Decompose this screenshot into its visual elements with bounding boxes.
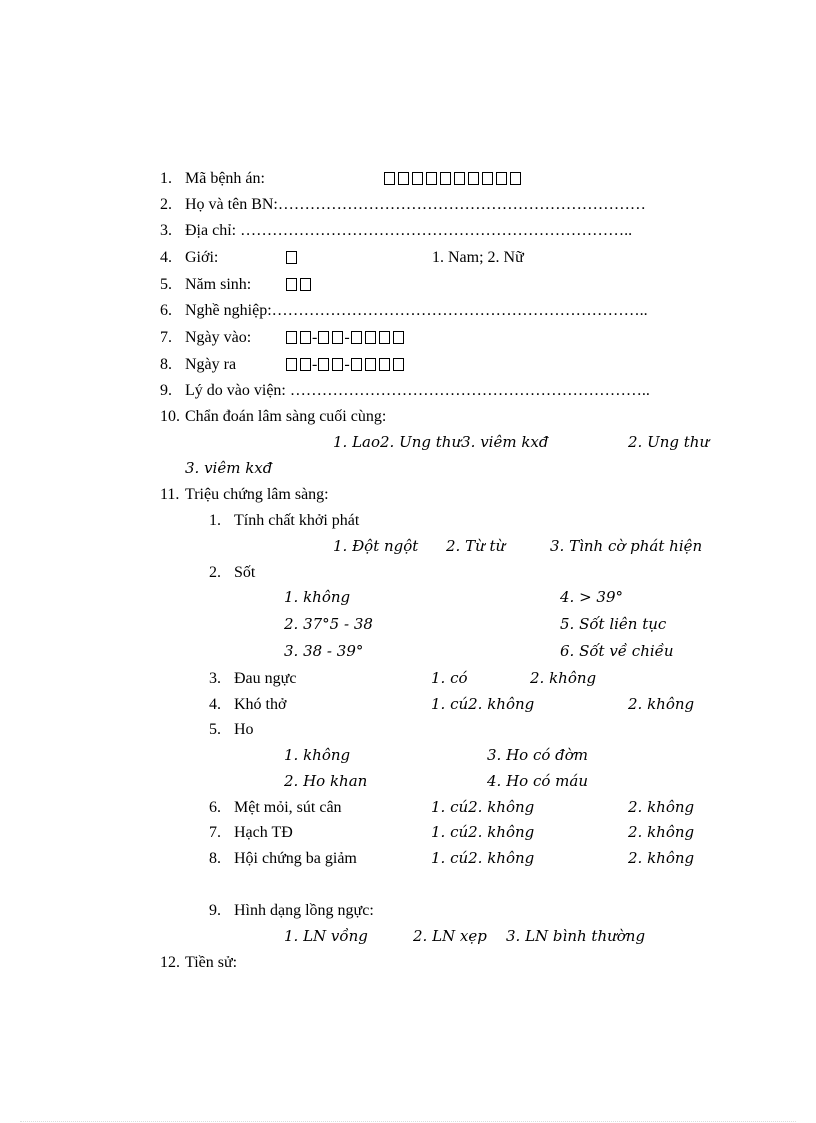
cough-option-3: 3. Ho có đờm [487, 746, 589, 764]
item-8-label: Ngày ra [185, 356, 237, 373]
symptom-5-label: Ho [234, 721, 254, 738]
item-10-label: Chẩn đoán lâm sàng cuối cùng: [185, 408, 387, 425]
fever-option-1: 1. không [284, 588, 351, 606]
onset-option-gradual: 2. Từ từ [446, 537, 506, 555]
lymph-option-2: 2. không [628, 823, 695, 841]
diagnosis-options-line2: 3. viêm kxđ [185, 459, 273, 477]
item-7-label: Ngày vào: [185, 329, 252, 346]
item-6-number: 6. [160, 302, 172, 319]
fatigue-option-2: 2. không [628, 798, 695, 816]
symptom-2-number: 2. [209, 564, 221, 581]
symptom-3-number: 3. [209, 670, 221, 687]
birth-year-boxes[interactable] [286, 277, 314, 293]
cough-option-1: 1. không [284, 746, 351, 764]
onset-option-sudden: 1. Đột ngột [333, 537, 419, 555]
symptom-8-number: 8. [209, 850, 221, 867]
item-6-label: Nghề nghiệp:…………………………………………………………….. [185, 302, 648, 319]
fever-option-2: 2. 37°5 - 38 [284, 615, 373, 633]
page-bottom-divider [20, 1121, 796, 1122]
symptom-4-label: Khó thở [234, 696, 287, 713]
symptom-1-number: 1. [209, 512, 221, 529]
item-12-number: 12. [160, 954, 180, 971]
fatigue-option-1: 1. cú2. không [431, 798, 535, 816]
symptom-5-number: 5. [209, 721, 221, 738]
onset-option-incidental: 3. Tình cờ phát hiện [550, 537, 703, 555]
item-5-label: Năm sinh: [185, 276, 252, 293]
lymph-option-1: 1. cú2. không [431, 823, 535, 841]
item-4-label: Giới: [185, 249, 219, 266]
item-3-number: 3. [160, 222, 172, 239]
cough-option-4: 4. Ho có máu [487, 772, 588, 790]
dyspnea-option-1: 1. cú2. không [431, 695, 535, 713]
dyspnea-option-2: 2. không [628, 695, 695, 713]
symptom-7-label: Hạch TĐ [234, 824, 293, 841]
symptom-1-label: Tính chất khởi phát [234, 512, 360, 529]
date-separator: - [344, 329, 350, 346]
symptom-6-number: 6. [209, 799, 221, 816]
cough-option-2: 2. Ho khan [284, 772, 368, 790]
item-4-number: 4. [160, 249, 172, 266]
symptom-2-label: Sốt [234, 564, 256, 581]
record-id-boxes[interactable] [384, 171, 524, 187]
symptom-9-number: 9. [209, 902, 221, 919]
fever-option-6: 6. Sốt về chiều [560, 642, 674, 660]
discharge-date-boxes[interactable] [286, 357, 407, 373]
item-1-number: 1. [160, 170, 172, 187]
fever-option-5: 5. Sốt liên tục [560, 615, 667, 633]
date-separator: - [312, 329, 318, 346]
chest-pain-option-no: 2. không [530, 669, 597, 687]
chest-shape-option-3: 3. LN bình thường [506, 927, 646, 945]
syndrome-option-1: 1. cú2. không [431, 849, 535, 867]
symptom-9-label: Hình dạng lồng ngực: [234, 902, 374, 919]
symptom-4-number: 4. [209, 696, 221, 713]
item-2-label: Họ và tên BN:…………………………………………………………… [185, 196, 646, 213]
symptom-8-label: Hội chứng ba giảm [234, 850, 357, 867]
item-9-label: Lý do vào viện: ………………………………………………………….. [185, 382, 650, 399]
item-2-number: 2. [160, 196, 172, 213]
date-separator: - [312, 356, 318, 373]
diagnosis-option-cancer: 2. Ung thư [628, 433, 710, 451]
diagnosis-options-line1: 1. Lao2. Ung thư3. viêm kxđ [333, 433, 549, 451]
chest-pain-option-yes: 1. có [431, 669, 468, 687]
symptom-6-label: Mệt mỏi, sút cân [234, 799, 342, 816]
chest-shape-option-2: 2. LN xẹp [413, 927, 487, 945]
fever-option-3: 3. 38 - 39° [284, 642, 364, 660]
item-8-number: 8. [160, 356, 172, 373]
admission-date-boxes[interactable] [286, 330, 407, 346]
item-11-number: 11. [160, 486, 180, 503]
item-1-label: Mã bệnh án: [185, 170, 265, 187]
fever-option-4: 4. > 39° [560, 588, 624, 606]
gender-options: 1. Nam; 2. Nữ [432, 249, 524, 266]
date-separator: - [344, 356, 350, 373]
symptom-7-number: 7. [209, 824, 221, 841]
chest-shape-option-1: 1. LN vồng [284, 927, 368, 945]
symptom-3-label: Đau ngực [234, 670, 297, 687]
item-7-number: 7. [160, 329, 172, 346]
gender-box[interactable] [286, 250, 300, 266]
item-12-label: Tiền sử: [185, 954, 238, 971]
item-5-number: 5. [160, 276, 172, 293]
item-11-label: Triệu chứng lâm sàng: [185, 486, 329, 503]
item-3-label: Địa chỉ: ……………………………………………………………….. [185, 222, 633, 239]
item-9-number: 9. [160, 382, 172, 399]
item-10-number: 10. [160, 408, 180, 425]
syndrome-option-2: 2. không [628, 849, 695, 867]
